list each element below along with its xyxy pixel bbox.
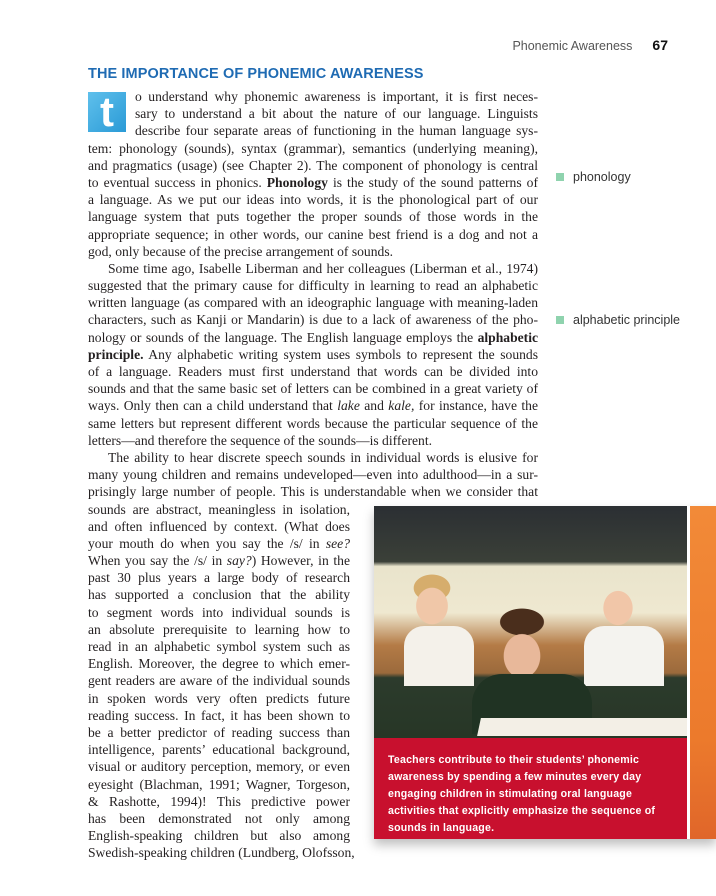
figure — [374, 506, 716, 839]
text-line: gent readers are aware of the individual sounds — [88, 673, 350, 689]
square-bullet-icon — [556, 173, 564, 181]
paragraph-1 — [88, 88, 538, 260]
text-line: appropriate sequence; in other words, our canine best friend is a dog and not a — [88, 226, 538, 242]
text-segment: your mouth do when you say the /s/ in — [88, 535, 326, 551]
margin-term-phonology — [556, 170, 631, 184]
photo-detail — [404, 626, 474, 686]
text-line: visual or auditory perception, memory, or even — [88, 759, 350, 775]
text-line: be a better predictor of reading success than — [88, 724, 350, 740]
text-line — [88, 535, 350, 552]
drop-cap: t — [88, 92, 126, 132]
text-line: tem: phonology (sounds), syntax (grammar), semantics (underlying meaning), — [88, 140, 538, 156]
text-line: written language (as compared with an ideographic language with meaning-laden — [88, 295, 538, 311]
text-line: read in an alphabetic symbol system such as — [88, 639, 350, 654]
text-line: Some time ago, Isabelle Liberman and her colleagues (Liberman et al., 1974) — [108, 260, 538, 276]
text-line: intelligence, parents’ educational background, — [88, 742, 350, 758]
text-segment: ways. Only then can a child understand that — [88, 398, 338, 414]
italic-word: lake — [337, 398, 360, 414]
text-line — [88, 346, 538, 363]
margin-term-label: alphabetic principle — [573, 313, 681, 327]
text-line: many young children and remains undeveloped—even into adulthood—in a sur- — [88, 467, 538, 483]
text-line: letters—and therefore the sequence of the sounds—is different. — [88, 432, 433, 448]
text-line: and pragmatics (usage) (see Chapter 2). The component of phonology is central — [88, 157, 538, 173]
margin-term-label: phonology — [573, 170, 631, 184]
text-line: past 30 plus years a large body of research — [88, 570, 350, 586]
text-line: reading success. In fact, it has been shown to — [88, 707, 350, 723]
italic-word: see? — [325, 535, 350, 551]
figure-caption: Teachers contribute to their students’ phonemic awareness by spending a few minutes every day engaging children in stimulating oral language activities that explicitly emphasize the sequence of sounds in language. — [374, 738, 687, 839]
text-line: in spoken words very often predicts future — [88, 690, 350, 706]
key-term-phonology: Phonology — [266, 174, 328, 190]
text-line: language system that puts together the proper sounds of those words in the — [88, 209, 538, 225]
text-segment: Any alphabetic writing system uses symbols to represent the sounds — [143, 346, 538, 362]
photo-detail — [477, 718, 687, 736]
text-line — [88, 174, 538, 191]
text-line: sounds and that the same basic set of letters can be combined in a great variety of — [88, 381, 538, 397]
key-term-alphabetic: alphabetic — [477, 329, 538, 345]
text-segment: nology or sounds of the language. The English language employs the — [88, 329, 478, 345]
text-line: has supported a conclusion that the ability — [88, 587, 350, 603]
text-line — [88, 329, 538, 346]
text-line: and often influenced by context. (What does — [88, 518, 350, 534]
text-line: characters, such as Kanji or Mandarin) is due to a lack of awareness of the pho- — [88, 312, 538, 328]
text-segment: is the study of the sound patterns of — [327, 174, 538, 190]
text-line: o understand why phonemic awareness is important, it is first neces- — [135, 89, 538, 104]
text-segment: When you say the /s/ in — [88, 553, 227, 569]
text-line: sary to understand a bit about the nature of our language. Linguists — [135, 106, 538, 122]
text-line — [88, 552, 350, 569]
text-line: describe four separate areas of functioning in the human language sys- — [135, 123, 538, 139]
text-line: has been demonstrated not only among — [88, 810, 350, 826]
italic-word: say? — [226, 553, 252, 569]
text-line: The ability to hear discrete speech sounds in individual words is elusive for — [108, 449, 538, 465]
text-line: a language. As we put our ideas into words, it is the phonological part of our — [88, 192, 538, 208]
margin-term-alphabetic-principle — [556, 313, 680, 327]
text-line: to segment words into individual sounds is — [88, 604, 350, 620]
text-segment: ) However, in the — [251, 553, 350, 569]
text-line: eyesight (Blachman, 1991; Wagner, Torgeson, — [88, 776, 350, 792]
text-line: English. Moreover, the degree to which emer- — [88, 656, 350, 672]
decorative-strip — [690, 506, 716, 839]
text-line: an absolute prerequisite to learning how to — [88, 621, 350, 637]
text-segment: to eventual success in phonics. — [88, 174, 267, 190]
text-line: prisingly large number of people. This is understandable when we consider that — [88, 484, 538, 500]
text-line — [88, 397, 538, 414]
square-bullet-icon — [556, 316, 564, 324]
text-segment: and — [359, 398, 389, 414]
photo-detail — [584, 626, 664, 686]
text-line: suggested that the primary cause for difficulty in learning to read an alphabetic — [88, 278, 538, 294]
classroom-photo — [374, 506, 687, 738]
text-line: same letters but represent different words because the particular sequence of the — [88, 415, 538, 431]
text-line: sounds are abstract, meaningless in isolation, — [88, 501, 350, 517]
text-segment: for instance, have the — [414, 398, 538, 414]
page-number: 67 — [652, 37, 668, 53]
text-line: god, only because of the precise arrangement of sounds. — [88, 243, 394, 259]
text-line: Swedish-speaking children (Lundberg, Olofsson, — [88, 845, 355, 861]
text-line: of a language. Readers must first understand that words can be divided into — [88, 364, 538, 379]
section-title: THE IMPORTANCE OF PHONEMIC AWARENESS — [88, 66, 424, 82]
text-line: & Rashotte, 1994)! This predictive power — [88, 793, 350, 809]
running-head — [512, 37, 668, 53]
italic-word: kale, — [388, 398, 415, 414]
paragraph-2 — [88, 260, 538, 449]
key-term-principle: principle. — [88, 346, 144, 362]
text-line: English-speaking children but also among — [88, 828, 350, 844]
running-head-section: Phonemic Awareness — [512, 39, 633, 53]
